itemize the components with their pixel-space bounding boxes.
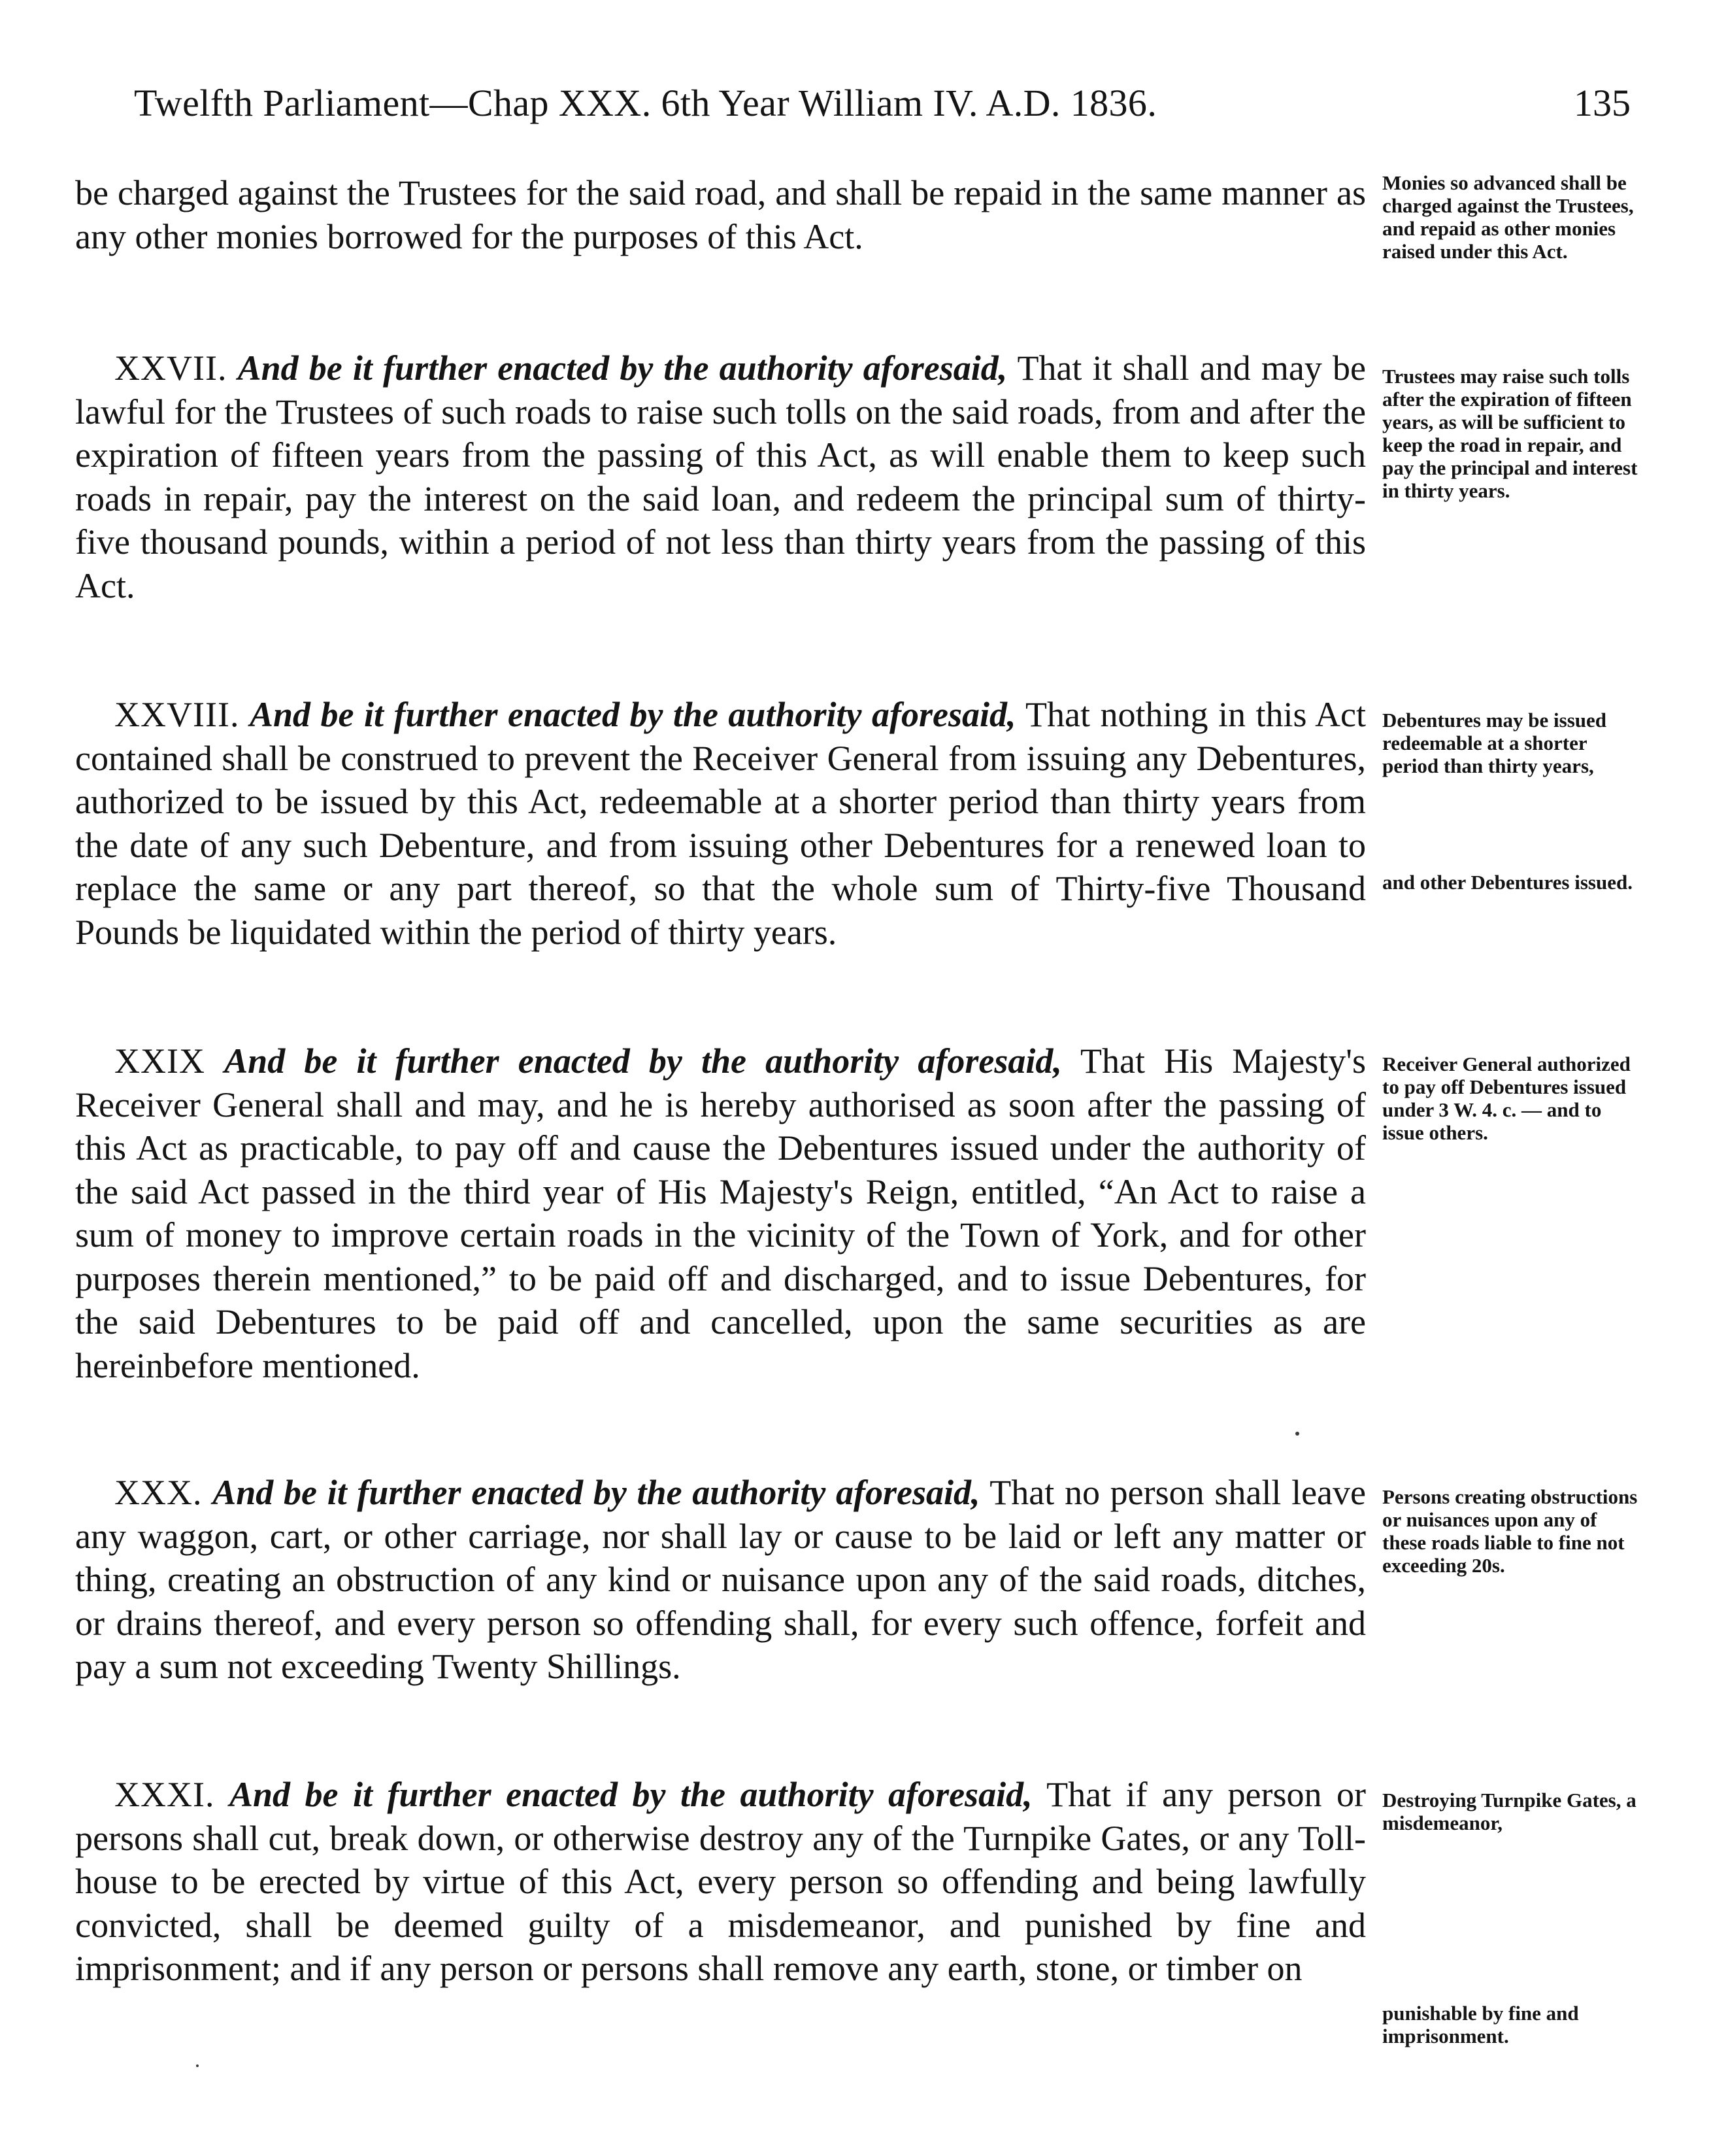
section-number: XXIX	[114, 1041, 205, 1081]
enacting-clause: And be it further enacted by the authority aforesaid,	[212, 1473, 980, 1512]
margin-note: Monies so advanced shall be charged against the Trustees, and repaid as other monies raised under this Act.	[1382, 171, 1634, 263]
section-text	[75, 1039, 1366, 1387]
enacting-clause: And be it further enacted by the authority aforesaid,	[229, 1775, 1033, 1814]
margin-note: Receiver General authorized to pay off Debentures issued under 3 W. 4. c. — and to issue others.	[1382, 1053, 1631, 1144]
enacting-clause: And be it further enacted by the authority aforesaid,	[237, 348, 1008, 388]
section-text	[75, 1471, 1366, 1689]
margin-note: Destroying Turnpike Gates, a misdemeanor,	[1382, 1789, 1636, 1834]
margin-note-secondary: and other Debentures issued.	[1382, 871, 1633, 894]
section-number: XXVIII.	[114, 695, 240, 734]
section-body: That nothing in this Act contained shall be construed to prevent the Receiver General from issuing any Debentures, authorized to be issued by this Act, redeemable at a shorter period than thirty years from the date of any such Debenture, and from issuing other Debentures for a renewed loan to replace the same or any part thereof, so that the whole sum of Thirty-five Thousand Pounds be liquidated within the period of thirty years.	[75, 695, 1366, 952]
margin-note-secondary: punishable by fine and imprisonment.	[1382, 2002, 1579, 2047]
enacting-clause: And be it further enacted by the authority aforesaid,	[249, 695, 1016, 734]
section-text	[75, 171, 1366, 258]
section-text	[75, 346, 1366, 607]
running-title: Twelfth Parliament—Chap XXX. 6th Year William IV. A.D. 1836.	[134, 82, 1157, 124]
print-speck	[1295, 1432, 1299, 1436]
section-text	[75, 1773, 1366, 1991]
section-body: That it shall and may be lawful for the Trustees of such roads to raise such tolls on the said roads, from and after the expiration of fifteen years from the passing of this Act, as will enable them to keep such roads in repair, pay the interest on the said loan, and redeem the principal sum of thirty-five thousand pounds, within a period of not less than thirty years from the passing of this Act.	[75, 348, 1366, 605]
section-body: That His Majesty's Receiver General shall and may, and he is hereby authorised as soon after the passing of this Act as practicable, to pay off and cause the Debentures issued under the authority of the said Act passed in the third year of His Majesty's Reign, entitled, “An Act to raise a sum of money to improve certain roads in the vicinity of the Town of York, and for other purposes therein mentioned,” to be paid off and discharged, and to issue Debentures, for the said Debentures to be paid off and cancelled, upon the same securities as are hereinbefore mentioned.	[75, 1041, 1366, 1385]
running-head	[134, 77, 1631, 129]
margin-note: Debentures may be issued redeemable at a shorter period than thirty years,	[1382, 709, 1607, 777]
section-body: That if any person or persons shall cut, break down, or otherwise destroy any of the Turnpike Gates, or any Toll-house to be erected by virtue of this Act, every person so offending and being lawfully convicted, shall be deemed guilty of a misdemeanor, and punished by fine and imprisonment; and if any person or persons shall remove any earth, stone, or timber on	[75, 1775, 1366, 1988]
section-text	[75, 693, 1366, 954]
section-number: XXX.	[114, 1473, 203, 1512]
section-number: XXXI.	[114, 1775, 215, 1814]
section-body: be charged against the Trustees for the said road, and shall be repaid in the same manner as any other monies borrowed for the purposes of this Act.	[75, 173, 1366, 256]
section-body: That no person shall leave any waggon, cart, or other carriage, nor shall lay or cause to be laid or left any matter or thing, creating an obstruction of any kind or nuisance upon any of the said roads, ditches, or drains thereof, and every person so offending shall, for every such offence, forfeit and pay a sum not exceeding Twenty Shillings.	[75, 1473, 1366, 1686]
print-speck	[196, 2064, 199, 2067]
margin-note: Trustees may raise such tolls after the expiration of fifteen years, as will be sufficient to keep the road in repair, and pay the principal and interest in thirty years.	[1382, 365, 1638, 502]
margin-note: Persons creating obstructions or nuisances upon any of these roads liable to fine not exceeding 20s.	[1382, 1485, 1638, 1577]
enacting-clause: And be it further enacted by the authority aforesaid,	[224, 1041, 1062, 1081]
section-number: XXVII.	[114, 348, 227, 388]
page-number: 135	[1574, 82, 1631, 124]
